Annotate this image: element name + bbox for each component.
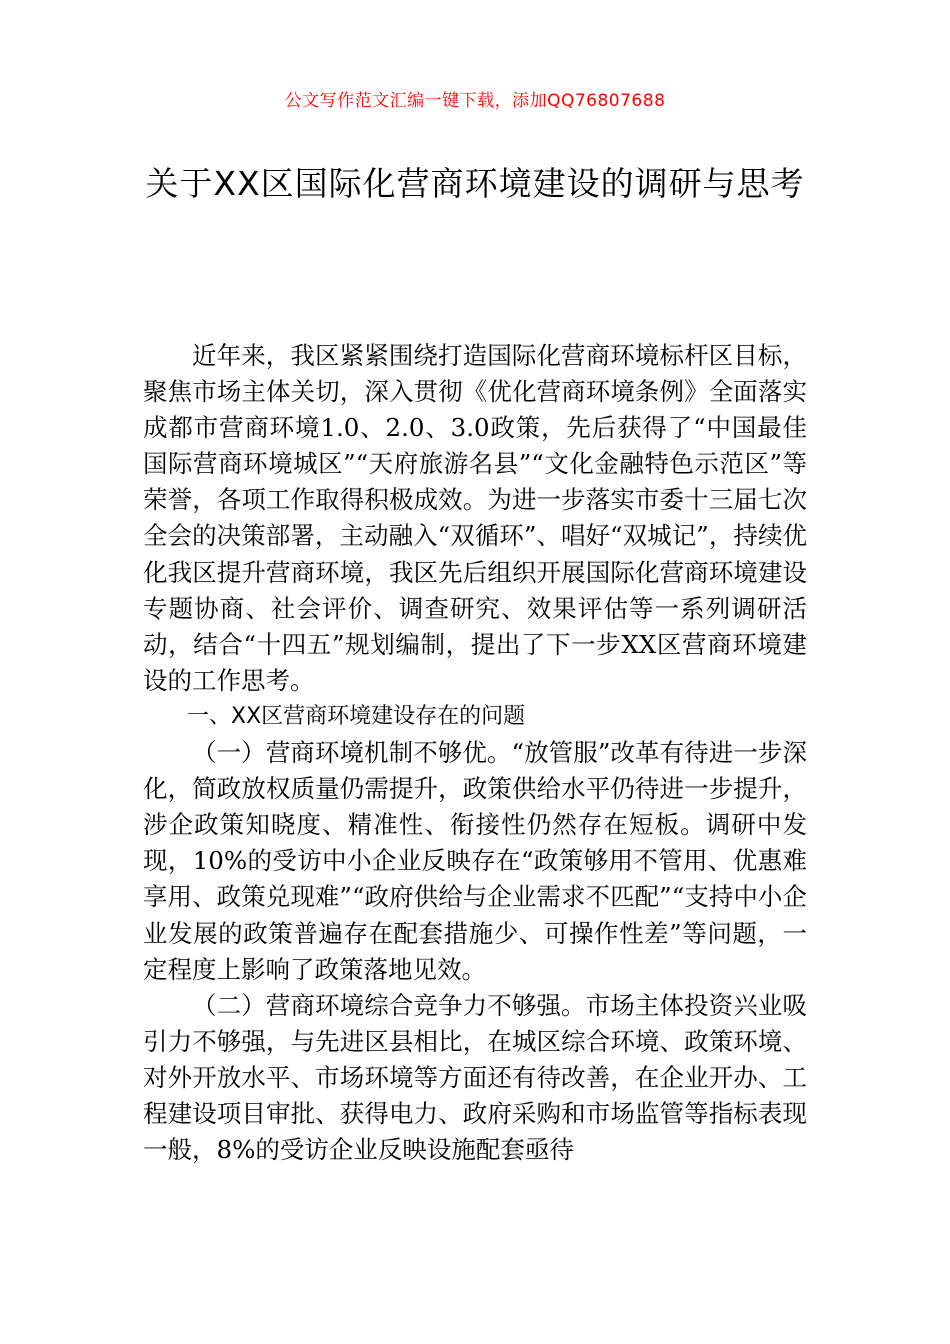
intro-paragraph: 近年来，我区紧紧围绕打造国际化营商环境标杆区目标，聚焦市场主体关切，深入贯彻《优化营商环境条例》全面落实成都市营商环境1.0、2.0、3.0政策，先后获得了“中国最佳国际营商环境城区”“天府旅游名县”“文化金融特色示范区”等荣誉，各项工作取得积极成效。为进一步落实市委十三届七次全会的决策部署，主动融入“双循环”、唱好“双城记”，持续优化我区提升营商环境，我区先后组织开展国际化营商环境建设专题协商、社会评价、调查研究、效果评估等一系列调研活动，结合“十四五”规划编制，提出了下一步XX区营商环境建设的工作思考。: [143, 341, 807, 695]
section-heading: 一、XX区营商环境建设存在的问题: [187, 703, 526, 729]
subsection-paragraph: （一）营商环境机制不够优。“放管服”改革有待进一步深化，简政放权质量仍需提升，政策供给水平仍待进一步提升，涉企政策知晓度、精准性、衔接性仍然存在短板。调研中发现，10%的受访中小企业反映存在“政策够用不管用、优惠难享用、政策兑现难”“政府供给与企业需求不匹配”“支持中小企业发展的政策普遍存在配套措施少、可操作性差”等问题，一定程度上影响了政策落地见效。: [143, 738, 807, 984]
download-notice: 公文写作范文汇编一键下载，添加QQ76807688: [284, 91, 666, 111]
subsection-paragraph: （二）营商环境综合竞争力不够强。市场主体投资兴业吸引力不够强，与先进区县相比，在城区综合环境、政策环境、对外开放水平、市场环境等方面还有待改善，在企业开办、工程建设项目审批、获得电力、政府采购和市场监管等指标表现一般，8%的受访企业反映设施配套亟待: [143, 990, 807, 1165]
document-title: 关于XX区国际化营商环境建设的调研与思考: [145, 164, 805, 203]
document-body: [143, 338, 807, 1168]
